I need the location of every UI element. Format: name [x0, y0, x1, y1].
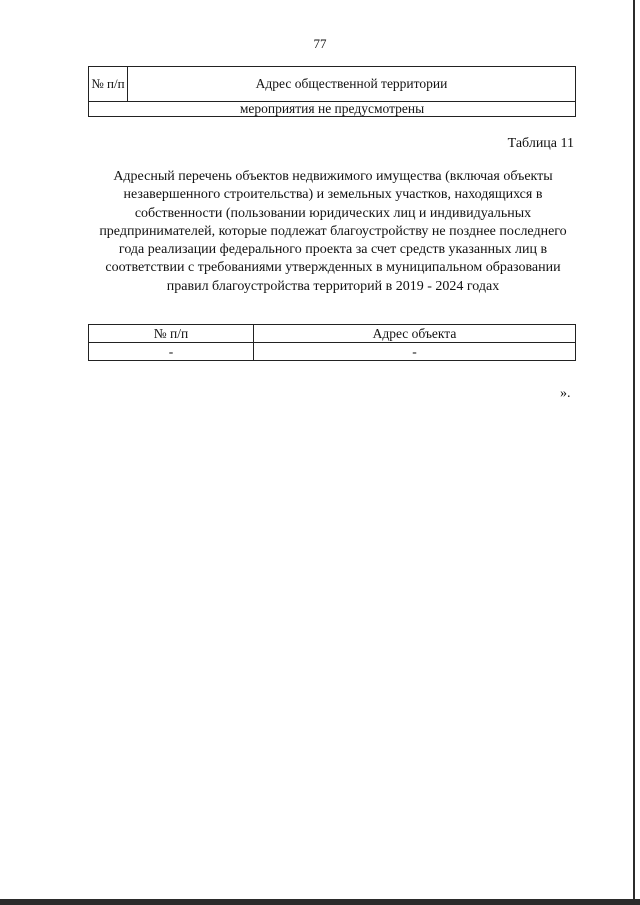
header-address-cell [128, 67, 576, 102]
no-measures-cell: мероприятия не предусмотрены [89, 102, 576, 117]
header-object-address-cell: Адрес объекта [254, 325, 576, 343]
page-number: 77 [313, 36, 327, 51]
header-number-cell [89, 67, 128, 102]
real-estate-table [88, 324, 576, 361]
table-row [89, 102, 576, 117]
header-number-cell: № п/п [89, 325, 254, 343]
public-territory-table [88, 66, 576, 117]
table-row [89, 343, 576, 361]
header-number-label: № п/п [91, 76, 125, 91]
row-number-cell: - [89, 343, 254, 361]
closing-quote-mark: ». [560, 386, 571, 401]
table-title: Адресный перечень объектов недвижимого имущества (включая объекты незавершенного строительства) и земельных участков, находящихся в собственности (пользовании юридических лиц и индивидуальных предпринимателей, которые подлежат благоустройству не позднее последнего года реализации федерального проекта за счет средств указанных лиц в соответствии с требованиями утвержденных в муниципальном образовании правил благоустройства территорий в 2019 - 2024 годах [99, 169, 567, 294]
table-label: Таблица 11 [507, 136, 574, 151]
table-header-row [89, 325, 576, 343]
scan-edge-bottom [0, 899, 640, 905]
header-address-label: Адрес общественной территории [255, 76, 448, 91]
table-header-row [89, 67, 576, 102]
row-address-cell: - [254, 343, 576, 361]
scan-edge-right [633, 0, 635, 905]
